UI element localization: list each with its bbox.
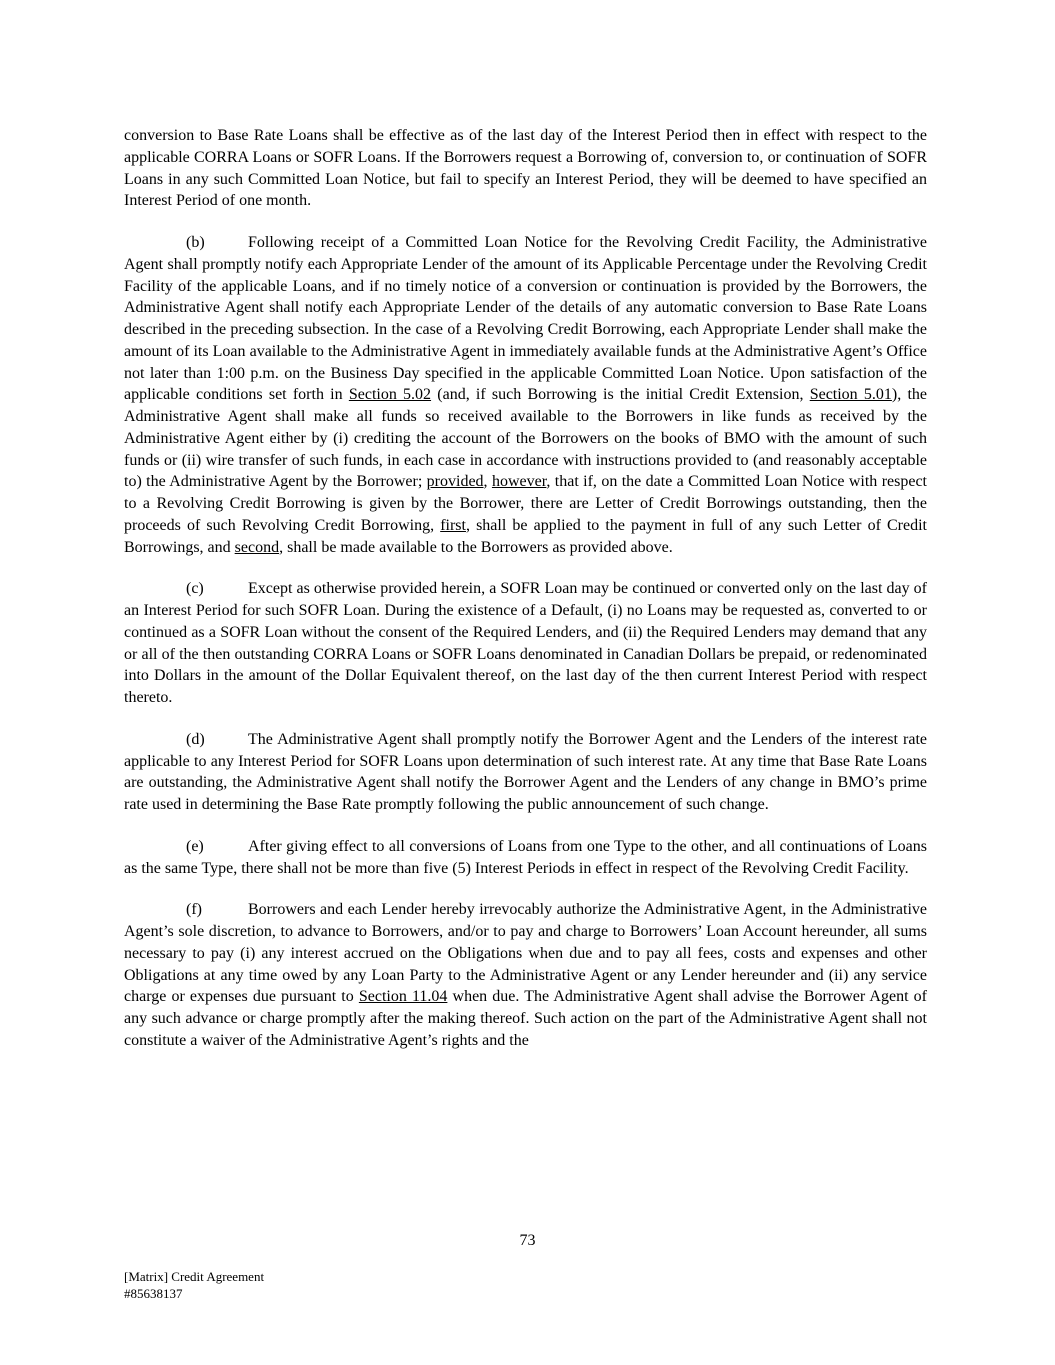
paragraph-text: Following receipt of a Committed Loan Notice for the Revolving Credit Facility, the Administrative Agent shall promptly notify each Appropriate Lender of the amount of its Applicable Percentage under the Revolving Credit Facility of the applicable Loans, and if no timely notice of a conversion or continuation is provided by the Borrowers, the Administrative Agent shall notify each Appropriate Lender of the details of any automatic conversion to Base Rate Loans described in the preceding subsection. In the case of a Revolving Credit Borrowing, each Appropriate Lender shall make the amount of its Loan available to the Administrative Agent in immediately available funds at the Administrative Agent’s Office not later than 1:00 p.m. on the Business Day specified in the applicable Committed Loan Notice. Upon satisfaction of the applicable conditions set forth in	[124, 234, 927, 404]
paragraph-text: when due. The Administrative Agent shall advise the Borrower Agent of any such advance or charge promptly after the making thereof. Such action on the part of the Administrative Agent shall not constitute a waiver of the Administrative Agent’s rights and the	[124, 988, 927, 1049]
paragraph-label: (e)	[186, 837, 204, 855]
paragraph-text: The Administrative Agent shall promptly notify the Borrower Agent and the Lenders of the interest rate applicable to any Interest Period for SOFR Loans upon determination of such interest rate. At any time that Base Rate Loans are outstanding, the Administrative Agent shall notify the Borrower Agent and the Lenders of any change in BMO’s prime rate used in determining the Base Rate promptly following the public announcement of such change.	[124, 730, 927, 813]
paragraph-text: ), the Administrative Agent shall make all funds so received available to the Borrowers in like funds as received by the Administrative Agent either by (i) crediting the account of the Borrowers on the books of BMO with the amount of such funds or (ii) wire transfer of such funds, in each case in accordance with instructions provided to (and reasonably acceptable to) the Administrative Agent by the Borrower;	[124, 386, 928, 491]
paragraph-d	[124, 729, 927, 816]
paragraph-text: Borrowers and each Lender hereby irrevocably authorize the Administrative Agent, in the Administrative Agent’s sole discretion, to advance to Borrowers, and/or to pay and charge to Borrowers’ Loan Account hereunder, all sums necessary to pay (i) any interest accrued on the Obligations when due and to pay all fees, costs and expenses and other Obligations at any time owed by any Loan Party to the Administrative Agent or any Lender hereunder and (ii) any service charge or expenses due pursuant to	[124, 901, 927, 1006]
footer-document-id: #85638137	[124, 1285, 183, 1301]
paragraph-text: conversion to Base Rate Loans shall be effective as of the last day of the Interest Period then in effect with respect to the applicable CORRA Loans or SOFR Loans. If the Borrowers request a Borrowing of, conversion to, or continuation of SOFR Loans in any such Committed Loan Notice, but fail to specify an Interest Period, they will be deemed to have specified an Interest Period of one month.	[124, 127, 927, 210]
paragraph-text: , that if, on the date a Committed Loan Notice with respect to a Revolving Credit Borrowing is given by the Borrower, there are Letter of Credit Borrowings outstanding, then the proceeds of such Revolving Credit Borrowing,	[124, 473, 927, 534]
underlined-term: provided	[426, 473, 484, 491]
paragraph-label: (c)	[186, 580, 204, 598]
paragraph-e	[124, 836, 927, 880]
paragraph-text: , shall be applied to the payment in full of any such Letter of Credit Borrowings, and	[124, 516, 928, 556]
underlined-term: second	[234, 538, 280, 556]
paragraph-text: After giving effect to all conversions of Loans from one Type to the other, and all continuations of Loans as the same Type, there shall not be more than five (5) Interest Periods in effect in respect of the Revolving Credit Facility.	[124, 837, 927, 877]
document-body	[124, 125, 927, 1072]
paragraph-label: (f)	[186, 901, 202, 919]
footer-document-title: [Matrix] Credit Agreement	[124, 1269, 265, 1284]
underlined-term: however	[491, 473, 547, 491]
paragraph-continuation	[124, 125, 927, 212]
paragraph-f	[124, 899, 927, 1051]
paragraph-text: , shall be made available to the Borrowers as provided above.	[279, 538, 673, 556]
paragraph-label: (d)	[186, 730, 205, 748]
paragraph-text: Except as otherwise provided herein, a SOFR Loan may be continued or converted only on the last day of an Interest Period for such SOFR Loan. During the existence of a Default, (i) no Loans may be requested as, converted to or continued as a SOFR Loan without the consent of the Required Lenders, and (ii) the Required Lenders may demand that any or all of the then outstanding CORRA Loans or SOFR Loans denominated in Canadian Dollars be prepaid, or redenominated into Dollars in the amount of the Dollar Equivalent thereof, on the last day of the then current Interest Period with respect thereto.	[124, 580, 927, 706]
paragraph-c	[124, 578, 927, 709]
paragraph-b	[124, 232, 927, 558]
section-reference-link[interactable]: Section 5.01	[809, 386, 892, 404]
underlined-term: first	[440, 516, 466, 534]
paragraph-label: (b)	[186, 234, 205, 251]
page-number: 73	[519, 1232, 536, 1249]
paragraph-text: (and, if such Borrowing is the initial Credit Extension,	[431, 386, 810, 404]
section-reference-link[interactable]: Section 5.02	[348, 386, 432, 404]
document-footer	[124, 1269, 264, 1302]
paragraph-text: ,	[483, 473, 492, 491]
section-reference-link[interactable]: Section 11.04	[358, 988, 448, 1006]
